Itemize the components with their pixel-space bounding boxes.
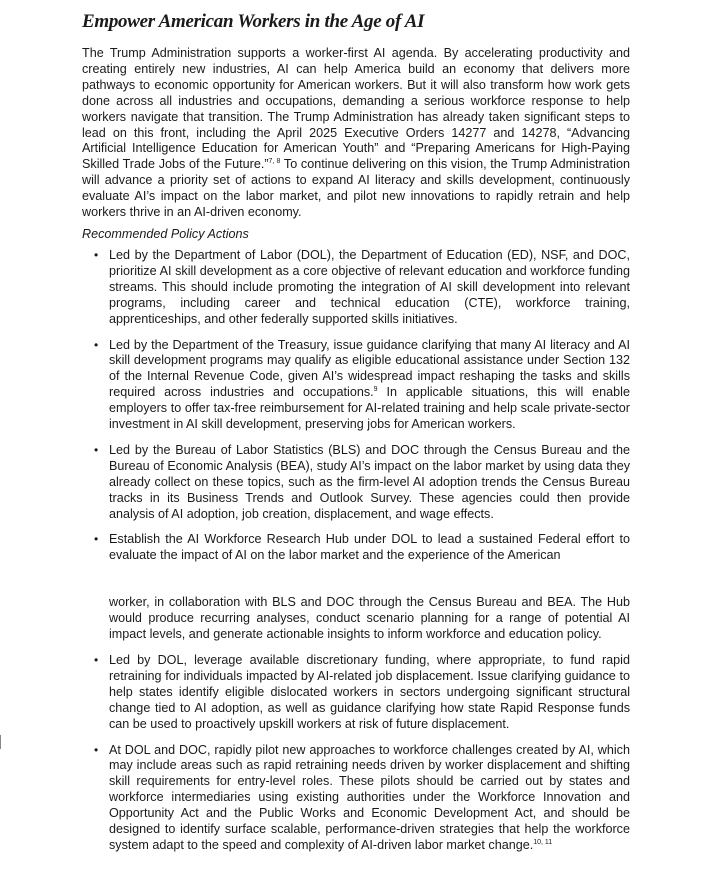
section-heading: Empower American Workers in the Age of AI [82,11,425,32]
action-text-a: Led by the Department of the Treasury, issue guidance clarifying that many AI literacy and AI skill development programs may qualify as eligible educational assistance under Section 132 of the Internal Revenue Code, given AI’s widespread impact reshaping the tasks and skills required across industries and occupations. [109,337,630,400]
action-text: Led by DOL, leverage available discretionary funding, where appropriate, to fund rapid retraining for individuals impacted by AI-related job displacement. Issue clarifying guidance to help states identify eligible dislocated workers in sectors undergoing significant structural change tied to AI adoption, as well as guidance clarifying how state Rapid Response funds can be used to proactively upskill workers at risk of future displacement. [109,653,630,731]
list-item [82,443,630,523]
footnote-ref[interactable]: 7, 8 [268,158,281,166]
bullet-icon: • [94,337,99,352]
list-item [82,248,630,328]
page-break-gap [109,564,630,595]
policy-actions-list [82,248,630,854]
list-item [82,743,630,854]
bullet-icon: • [94,247,99,262]
action-text: Led by the Department of Labor (DOL), the Department of Education (ED), NSF, and DOC, prioritize AI skill development as a core objective of relevant education and workforce funding streams. This should include promoting the integration of AI skill development into relevant programs, including career and technical education (CTE), workforce training, apprenticeships, and other federally supported skills initiatives. [109,247,630,326]
bullet-icon: • [94,742,99,757]
action-text: Led by the Bureau of Labor Statistics (BLS) and DOC through the Census Bureau and the Bureau of Economic Analysis (BEA), study AI’s impact on the labor market by using data they already collect on these topics, such as the firm-level AI adoption trends the Census Bureau tracks in its Business Trends and Outlook Survey. These agencies could then provide analysis of AI adoption, job creation, displacement, and wage effects. [109,442,630,521]
bullet-icon: • [94,442,99,457]
action-text-a: Establish the AI Workforce Research Hub under DOL to lead a sustained Federal effort to evaluate the impact of AI on the labor market and the experience of the American [109,532,630,563]
intro-text-a: The Trump Administration supports a worker-first AI agenda. By accelerating productivity and creating entirely new industries, AI can help America build an economy that delivers more pathways to economic opportunity for American workers. But it will also transform how work gets done across all industries and occupations, demanding a serious workforce response to help workers navigate that transition. The Trump Administration has already taken significant steps to lead on this front, including the April 2025 Executive Orders 14277 and 14278, “Advancing Artificial Intelligence Education for American Youth” and “Preparing Americans for High-Paying Skilled Trade Jobs of the Future.” [82,46,630,172]
list-item [82,532,630,643]
list-item [82,338,630,433]
bullet-icon: • [94,653,99,667]
policy-actions-subheading: Recommended Policy Actions [82,226,249,241]
action-text: At DOL and DOC, rapidly pilot new approaches to workforce challenges created by AI, which may include areas such as rapid retraining needs driven by worker displacement and shifting skill requirements for entry-level roles. These pilots should be carried out by states and workforce intermediaries using existing authorities under the Workforce Innovation and Opportunity Act and the Public Works and Economic Development Act, and should be designed to identify surface scalable, performance-driven strategies that help the workforce system adapt to the speed and complexity of AI-driven labor market change. [109,742,630,852]
footnote-ref[interactable]: 10, 11 [533,838,553,846]
action-text-b: worker, in collaboration with BLS and DOC through the Census Bureau and BEA. The Hub would produce recurring analyses, conduct scenario planning for a range of potential AI impact levels, and generate actionable insights to inform workforce and education policy. [109,595,630,642]
footnote-ref[interactable]: 9 [373,386,378,394]
document-page [82,10,630,864]
list-item [82,653,630,733]
intro-text-b: To continue delivering on this vision, the Trump Administration will advance a priority set of actions to expand AI literacy and skills development, continuously evaluate AI’s impact on the labor market, and pilot new innovations to rapidly retrain and help workers thrive in an AI-driven economy. [82,157,630,220]
intro-paragraph [82,46,630,221]
action-text-b: In applicable situations, this will enable employers to offer tax-free reimbursement for AI-related training and help scale private-sector investment in AI skill development, preserving jobs for American workers. [109,385,630,432]
page-edge-mark [0,735,1,749]
bullet-icon: • [94,532,99,547]
